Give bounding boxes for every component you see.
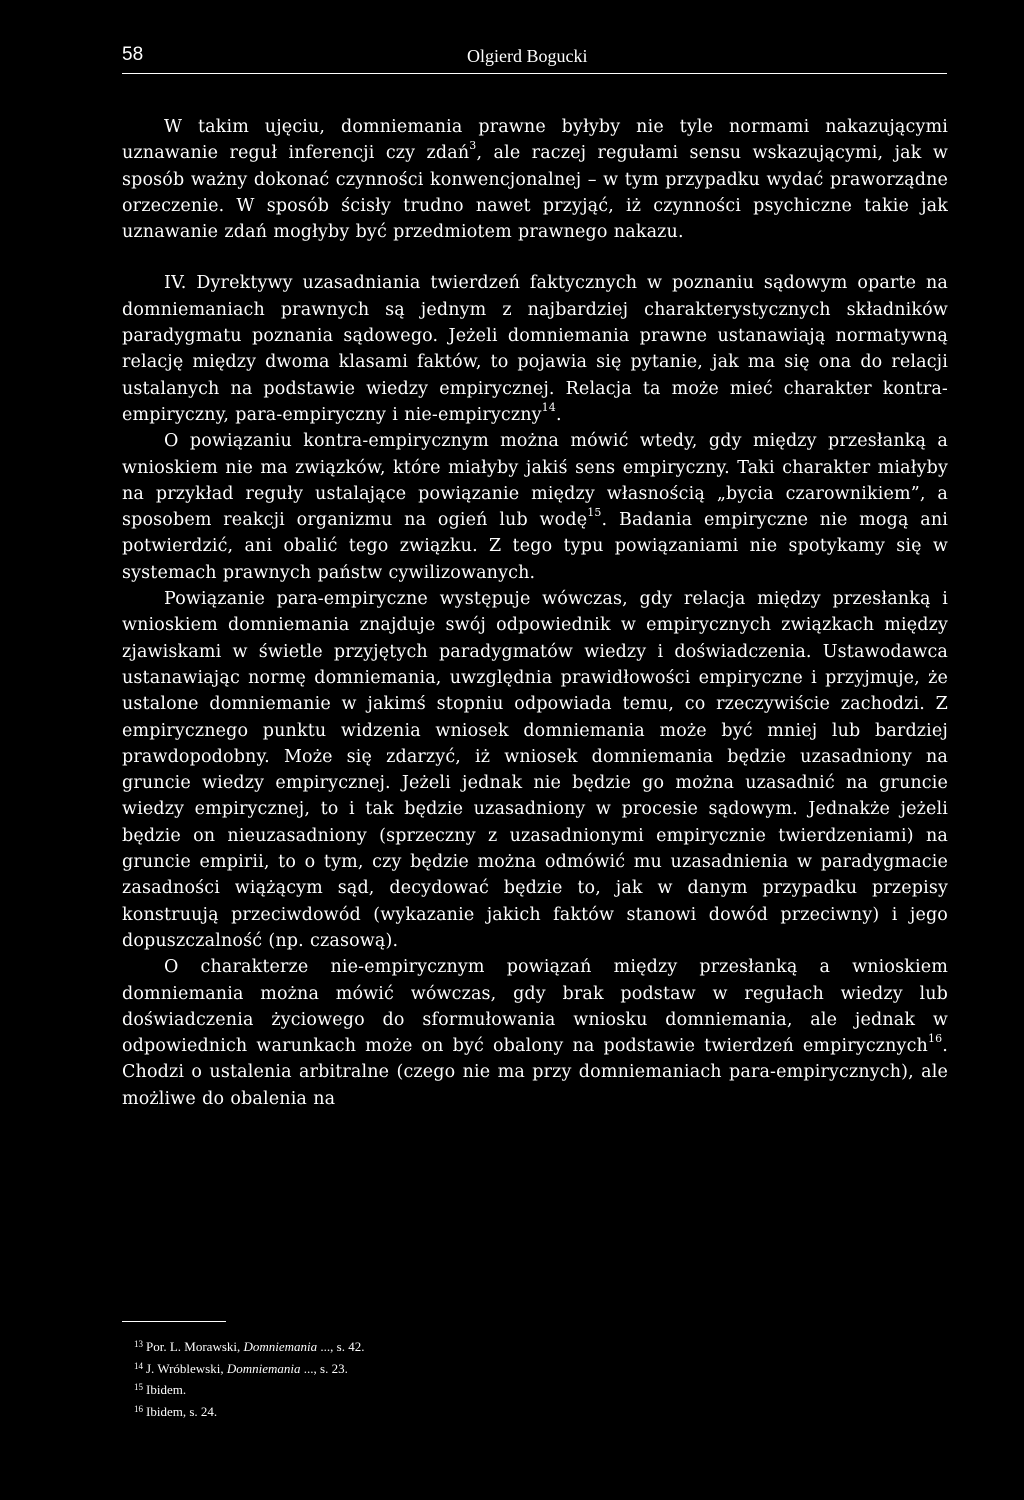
page-header <box>122 44 947 74</box>
footnotes <box>134 1337 834 1423</box>
paragraph-1-text-cont: , ale raczej regułami sensu wskazującymi, jak w sposób ważny dokonać czynności konwencjonalnej – w tym przypadku wydać praworządne orzeczenie. W sposób ścisły trudno nawet przyjąć, iż czynności psychiczne takie jak uznawanie zdań mogłyby być przedmiotem prawnego nakazu. <box>122 143 948 243</box>
footnote-ref-15[interactable]: 15 <box>587 506 602 520</box>
footnote-ref-16[interactable]: 16 <box>927 1032 943 1046</box>
footnote-number: 15 <box>134 1382 143 1392</box>
footnote-text: Por. L. Morawski, <box>146 1339 244 1354</box>
footnote-13 <box>134 1337 834 1359</box>
paragraph-5-text-cont: . Chodzi o ustalenia arbitralne (czego nie ma przy domniemaniach para-empirycznych), ale możliwe do obalenia na <box>122 1036 948 1109</box>
paragraph-2-text-cont: . <box>555 404 562 425</box>
footnote-15 <box>134 1380 834 1402</box>
footnote-number: 13 <box>134 1339 143 1349</box>
paragraph-2-text: IV. Dyrektywy uzasadniania twierdzeń faktycznych w poznaniu sądowym oparte na domniemaniach prawnych są jednym z najbardziej charakterystycznych składników paradygmatu poznania sądowego. Jeżeli domniemania prawne ustanawiają normatywną relację między dwoma klasami faktów, to pojawia się pytanie, jak ma się ona do relacji ustalanych na podstawie wiedzy empirycznej. Relacja ta może mieć charakter kontra-empiryczny, para-empiryczny i nie-empiryczny <box>122 273 948 425</box>
footnote-text-cont: ..., s. 42. <box>317 1339 365 1354</box>
footnote-rule <box>122 1321 226 1322</box>
footnote-number: 16 <box>134 1403 143 1414</box>
header-rule <box>122 73 947 74</box>
footnote-ref-3[interactable]: 3 <box>469 139 477 153</box>
footnote-14 <box>134 1359 834 1381</box>
paragraph-3 <box>122 428 948 586</box>
paragraph-5 <box>122 954 948 1112</box>
footnote-text: J. Wróblewski, <box>146 1360 227 1376</box>
paragraph-2 <box>122 270 948 428</box>
page-number: 58 <box>122 44 144 65</box>
running-head: Olgierd Bogucki <box>467 46 588 66</box>
footnote-text: Ibidem, s. 24. <box>146 1403 218 1419</box>
paragraph-3-text-cont: . Badania empiryczne nie mogą ani potwierdzić, ani obalić tego związku. Z tego typu powiązaniami nie spotykamy się w systemach prawnych państw cywilizowanych. <box>122 510 949 583</box>
footnote-number: 14 <box>134 1360 143 1371</box>
footnote-text-cont: ..., s. 23. <box>300 1360 348 1376</box>
footnote-title: Domniemania <box>243 1339 318 1354</box>
paragraph-3-text: O powiązaniu kontra-empirycznym można mówić wtedy, gdy między przesłanką a wnioskiem nie ma związków, które miałyby jakiś sens empiryczny. Taki charakter miałyby na przykład reguły ustalające powiązanie między własnością „bycia czarownikiem”, a sposobem reakcji organizmu na ogień lub wodę <box>122 431 948 531</box>
footnote-ref-14[interactable]: 14 <box>541 401 556 415</box>
footnote-16 <box>134 1402 834 1424</box>
paragraph-4: Powiązanie para-empiryczne występuje wówczas, gdy relacja między przesłanką i wnioskiem domniemania znajduje swój odpowiednik w empirycznych związkach między zjawiskami w świetle przyjętych paradygmatów wiedzy i doświadczenia. Ustawodawca ustanawiając normę domniemania, uwzględnia prawidłowości empiryczne i przyjmuje, że ustalone domniemanie w jakimś stopniu odpowiada temu, co rzeczywiście zachodzi. Z empirycznego punktu widzenia wniosek domniemania może być mniej lub bardziej prawdopodobny. Może się zdarzyć, iż wniosek domniemania będzie uzasadniony na gruncie wiedzy empirycznej. Jeżeli jednak nie będzie go można uzasadnić na gruncie wiedzy empirycznej, to i tak będzie uzasadniony w procesie sądowym. Jednakże jeżeli będzie on nieuzasadniony (sprzeczny z uzasadnionymi empirycznie twierdzeniami) na gruncie empirii, to o tym, czy będzie można odmówić mu uzasadnienia w paradygmacie zasadności wiążącym sąd, decydować będzie to, jak w danym przypadku przepisy konstruują przeciwdowód (wykazanie jakich faktów stanowi dowód przeciwny) i jego dopuszczalność (np. czasową). <box>122 589 948 951</box>
footnote-text: Ibidem. <box>146 1382 187 1397</box>
footnote-title: Domniemania <box>226 1360 301 1376</box>
paragraph-5-text: O charakterze nie-empirycznym powiązań między przesłanką a wnioskiem domniemania można mówić wówczas, gdy brak podstaw w regułach wiedzy lub doświadczenia życiowego do sformułowania wniosku domniemania, ale jednak w odpowiednich warunkach może on być obalony na podstawie twierdzeń empirycznych <box>122 957 948 1057</box>
paragraph-1 <box>122 114 948 245</box>
body-text <box>122 114 948 1112</box>
paragraph-1-text: W takim ujęciu, domniemania prawne byłyby nie tyle normami nakazującymi uznawanie reguł inferencji czy zdań <box>122 117 948 164</box>
